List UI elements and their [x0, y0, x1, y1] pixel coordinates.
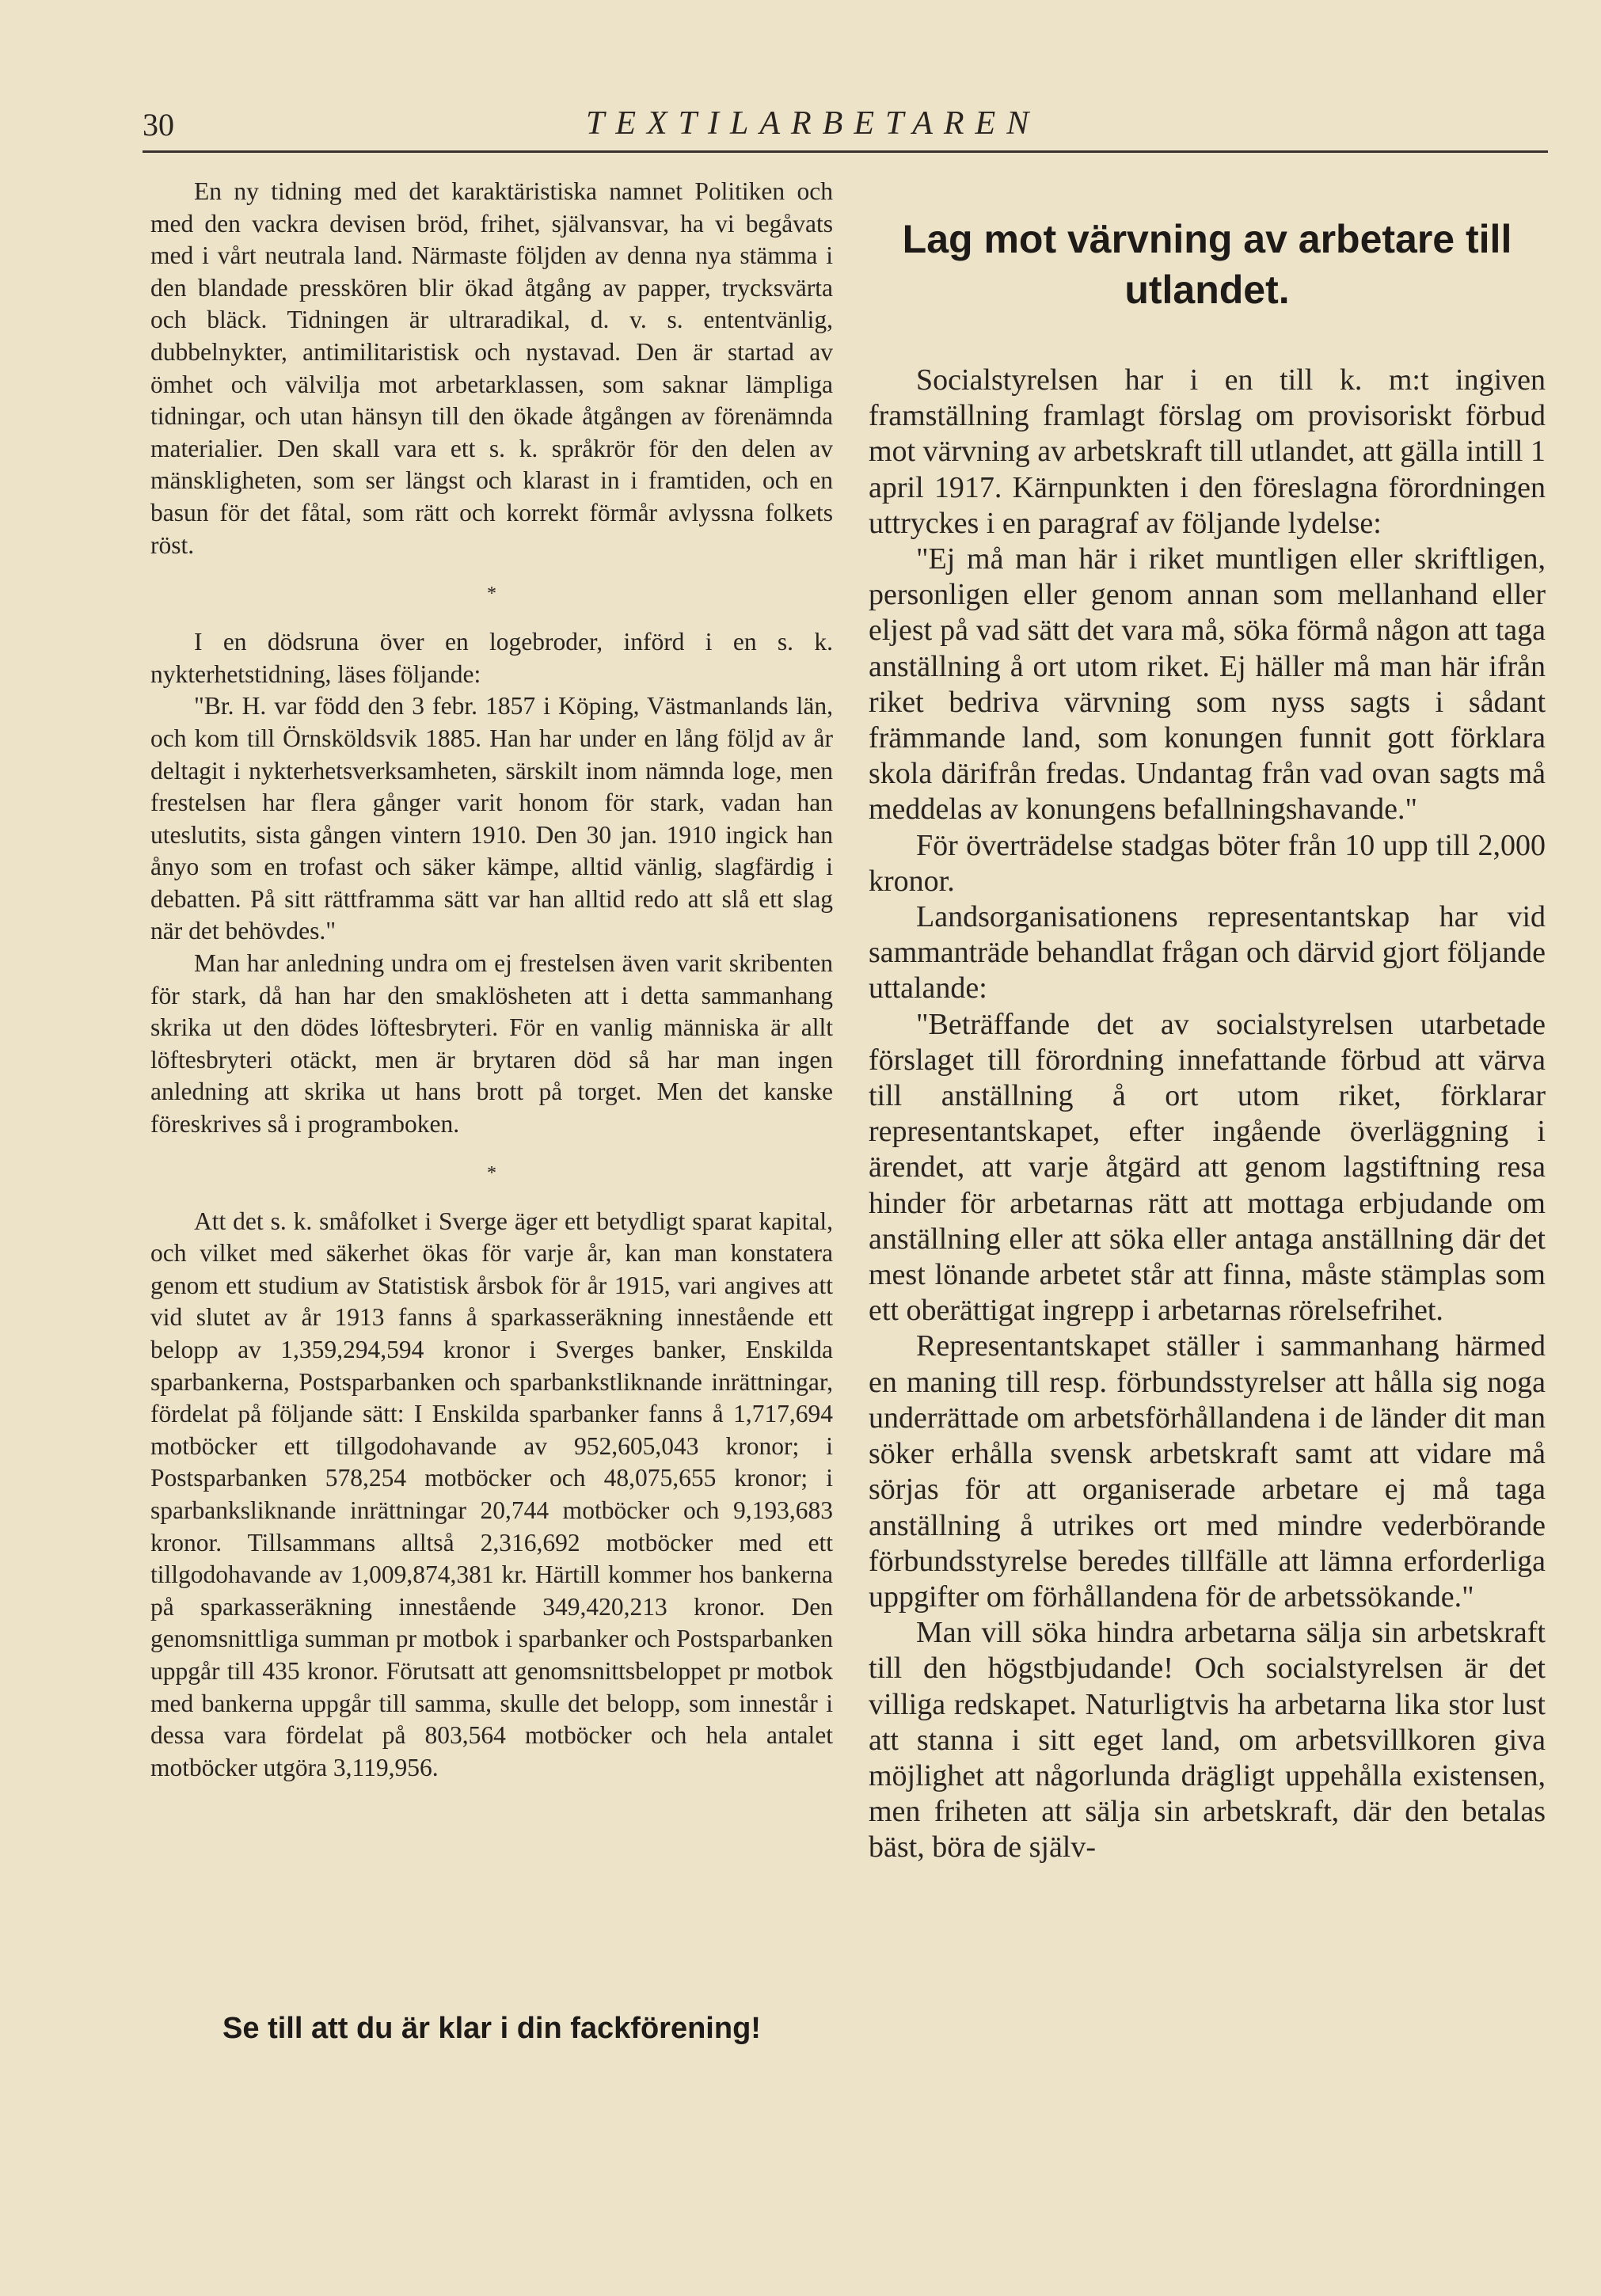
- page-header: [143, 101, 1548, 153]
- article-paragraph: Landsorganisationens representantskap har vid sammanträde behandlat frågan och därvid gjort följande uttalande:: [869, 900, 1546, 1005]
- article-paragraph: För överträdelse stadgas böter från 10 upp till 2,000 kronor.: [869, 828, 1546, 898]
- right-column: [869, 214, 1546, 1866]
- article-paragraph: "Ej må man här i riket muntligen eller skriftligen, personligen eller genom annan som mellanhand eller eljest på vad sätt det vara må, söka förmå någon att taga anställning å ort utom riket. Ej häller må man här ifrån riket bedriva värvning som nyss sagts i sådant främmande land, som konungen funnit gott förklara skola därifrån fredas. Undantag från vad ovan sagts må meddelas av konungens befallningshavande.": [869, 542, 1546, 827]
- left-column: [150, 176, 833, 1784]
- running-title: TEXTILARBETAREN: [586, 105, 1040, 142]
- savings-statistics-paragraph: Att det s. k. småfolket i Sverge äger ett betydligt sparat kapital, och vilket med säkerhet ökas för varje år, kan man konstatera genom ett studium av Statistisk årsbok för år 1915, vari angives att vid slutet av år 1913 fanns å sparkasseräkning innestående ett belopp av 1,359,294,594 kronor i Sverges banker, Enskilda sparbankerna, Postsparbanken och sparbankstliknande inrättningar, fördelat på följande sätt: I Enskilda sparbanker fanns å 1,717,694 motböcker ett tillgodohavande av 952,605,043 kronor; i Postsparbanken 578,254 motböcker och 48,075,655 kronor; i sparbanksliknande inrättningar 20,744 motböcker och 9,193,683 kronor. Tillsammans alltså 2,316,692 motböcker med ett tillgodohavande av 1,009,874,381 kr. Härtill kommer hos bankerna på sparkasseräkning innestående 349,420,213 kronor. Den genomsnittliga summan pr motbok i sparbanker och Postsparbanken uppgår till 435 kronor. Förutsatt att genomsnittsbeloppet pr motbok med bankerna uppgår till samma, skulle det belopp, som innestår i dessa vara fördelat på 803,564 motböcker och hela antalet motböcker utgöra 3,119,956.: [150, 1207, 833, 1781]
- section-separator: *: [487, 1162, 496, 1184]
- article-paragraph: Socialstyrelsen har i en till k. m:t ingiven framställning framlagt förslag om provisoriskt förbud mot värvning av arbetskraft till utlandet, att gälla intill 1 april 1917. Kärnpunkten i den föreslagna förordningen uttryckes i en paragraf av följande lydelse:: [869, 363, 1546, 540]
- obituary-quote-paragraph: "Br. H. var född den 3 febr. 1857 i Köping, Västmanlands län, och kom till Örnsköldsvik 1885. Han har under en lång följd av år deltagit i nykterhetsverksamheten, särskilt inom nämnda loge, men frestelsen har flera gånger varit honom för stark, vadan han uteslutits, sista gången vintern 1910. Den 30 jan. 1910 ingick han ånyo som en trofast och säker kämpe, alltid vänlig, slagfärdig i debatten. På sitt rättframma sätt var han alltid redo att slå ett slag när det behövdes.": [150, 692, 833, 945]
- article-paragraph: "Beträffande det av socialstyrelsen utarbetade förslaget till förordning innefattande förbud att värva till anställning å ort utom riket, förklarar representantskapet, efter ingående överläggning i ärendet, att varje åtgärd att genom lagstiftning resa hinder för arbetarnas rätt att mottaga erbjudande om anställning eller att söka eller antaga anställning där det mest lönande arbetet står att finna, måste stämplas som ett oberättigat ingrepp i arbetarnas rörelsefrihet.: [869, 1007, 1546, 1328]
- obituary-comment-paragraph: Man har anledning undra om ej frestelsen även varit skribenten för stark, då han har den smaklösheten att i detta sammanhang skrika ut den dödes löftesbryteri. För en vanlig människa är allt löftesbryteri otäckt, men är brytaren död så har man ingen anledning att skrika ut hans brott på torget. Men det kanske föreskrives så i programboken.: [150, 949, 833, 1138]
- obituary-intro-paragraph: I en dödsruna över en logebroder, införd i en s. k. nykterhetstidning, läses följande:: [150, 628, 833, 688]
- article-politiken-paragraph: En ny tidning med det karaktäristiska namnet Politiken och med den vackra devisen bröd, frihet, självansvar, ha vi begåvats med i vårt neutrala land. Närmaste följden av denna nya stämma i den blandade presskören blir ökad åtgång av papper, trycksvärta och bläck. Tidningen är ultraradikal, d. v. s. ententvänlig, dubbelnykter, antimilitaristisk och nystavad. Den är startad av ömhet och välvilja mot arbetarklassen, som saknar lämpliga tidningar, och utan hänsyn till den ökade åtgången av förenämnda materialier. Den skall vara ett s. k. språkrör för den delen av mänskligheten, som ser längst och klarast in i framtiden, och en basun för det fåtal, som rätt och korrekt förmår avlyssna folkets röst.: [150, 177, 833, 559]
- article-paragraph: Representantskapet ställer i sammanhang härmed en maning till resp. förbundsstyrelser att hålla sig noga underrättade om arbetsförhållandena i de länder dit man söker erhålla svensk arbetskraft samt att vidare må sörjas för att organiserade arbetare ej må taga anställning å utrikes ort med mindre vederbörande förbundsstyrelse beredes tillfälle att lämna erforderliga uppgifter om förhållandena för de arbetssökande.": [869, 1329, 1546, 1614]
- article-paragraph: Man vill söka hindra arbetarna sälja sin arbetskraft till den högstbjudande! Och socialstyrelsen är det villiga redskapet. Naturligtvis ha arbetarna lika stor lust att stanna i sitt eget land, om arbetsvillkoren giva möjlighet att någorlunda drägligt uppehålla existensen, men friheten att sälja sin arbetskraft, där den betalas bäst, böra de själv-: [869, 1616, 1546, 1865]
- union-callout: Se till att du är klar i din fackförening!: [222, 2012, 761, 2045]
- article-headline: Lag mot värvning av arbetare till utlandet.: [902, 217, 1512, 312]
- section-separator: *: [487, 584, 496, 605]
- page-number: 30: [143, 107, 174, 143]
